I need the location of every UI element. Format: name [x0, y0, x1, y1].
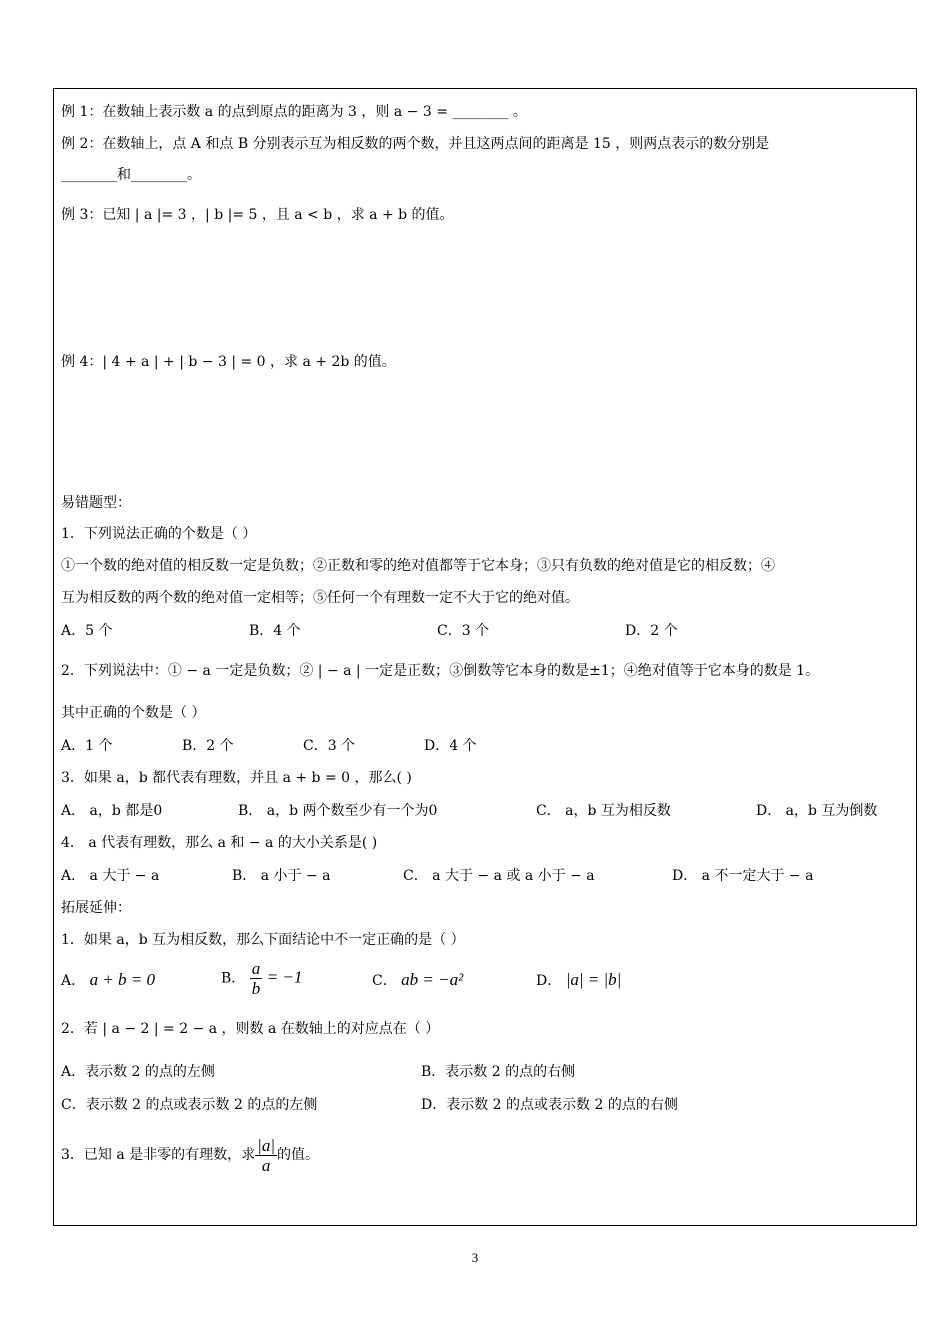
error-q1-option-a: A．5 个: [61, 623, 113, 639]
extension-q3-suffix: 的值。: [277, 1147, 320, 1163]
error-q4-option-d: D． a 不一定大于 − a: [672, 868, 814, 884]
option-expression: = −1: [266, 967, 303, 987]
option-label: C．: [372, 973, 397, 989]
fraction: [250, 959, 263, 998]
extension-q1-option-a: [61, 971, 155, 990]
error-q1-option-b: B．4 个: [249, 623, 301, 639]
extension-q1-option-b: [221, 959, 302, 998]
error-q3-option-d: D． a，b 互为倒数: [756, 803, 878, 819]
error-q4-option-a: A． a 大于 − a: [61, 868, 160, 884]
error-q4-option-b: B． a 小于 − a: [232, 868, 331, 884]
content-frame: [53, 88, 917, 1226]
error-q3-option-b: B． a，b 两个数至少有一个为0: [238, 803, 438, 819]
fraction-denominator: b: [251, 979, 261, 998]
error-q3-option-a: A． a，b 都是0: [61, 803, 163, 819]
option-label: B．: [221, 970, 246, 987]
extension-q2-stem: 2．若 | a − 2 | = 2 − a ，则数 a 在数轴上的对应点在（ ）: [61, 1021, 440, 1037]
option-label: A．: [61, 973, 86, 989]
extension-q1-option-d: [536, 971, 621, 990]
fraction-numerator: a: [251, 959, 261, 978]
error-section-heading: 易错题型：: [61, 495, 131, 511]
error-q4-option-c: C． a 大于 − a 或 a 小于 − a: [403, 868, 595, 884]
error-q1-line-1: ①一个数的绝对值的相反数一定是负数；②正数和零的绝对值都等于它本身；③只有负数的绝对值是它的相反数；④: [61, 558, 775, 574]
example-1: 例 1：在数轴上表示数 a 的点到原点的距离为 3 ，则 a − 3 = ________ 。: [61, 104, 527, 120]
extension-q2-option-a: A．表示数 2 的点的左侧: [61, 1064, 215, 1080]
fraction-denominator: a: [261, 1155, 271, 1175]
error-q1-option-d: D．2 个: [625, 623, 678, 639]
option-label: D．: [536, 973, 562, 989]
option-expression: |a| = |b|: [565, 970, 622, 989]
error-q4-stem: 4． a 代表有理数，那么 a 和 − a 的大小关系是( ): [61, 835, 378, 851]
example-4: 例 4：| 4 + a | + | b − 3 | = 0 ，求 a + 2b 的值。: [61, 354, 396, 370]
example-2-line-2: ________和________。: [61, 167, 201, 183]
error-q2-stem-2: 其中正确的个数是（ ）: [61, 705, 206, 721]
extension-q2-option-c: C．表示数 2 的点或表示数 2 的点的左侧: [61, 1097, 318, 1113]
error-q1-stem: 1．下列说法正确的个数是（ ）: [61, 526, 257, 542]
error-q2-stem: 2．下列说法中：① − a 一定是负数；② | − a | 一定是正数；③倒数等它本身的数是±1；④绝对值等于它本身的数是 1。: [61, 663, 820, 679]
example-3: 例 3：已知 | a |= 3 ，| b |= 5 ，且 a < b ，求 a + b 的值。: [61, 207, 454, 223]
example-2-line-1: 例 2：在数轴上，点 A 和点 B 分别表示互为相反数的两个数，并且这两点间的距离是 15 ，则两点表示的数分别是: [61, 136, 770, 152]
extension-q3-prefix: 3．已知 a 是非零的有理数，求: [61, 1147, 256, 1163]
error-q2-option-c: C．3 个: [303, 738, 356, 754]
error-q1-option-c: C．3 个: [437, 623, 490, 639]
option-expression: ab = −a²: [401, 970, 464, 989]
error-q2-option-b: B．2 个: [182, 738, 234, 754]
fraction-numerator: |a|: [257, 1135, 276, 1155]
extension-q2-option-d: D．表示数 2 的点或表示数 2 的点的右侧: [421, 1097, 678, 1113]
page-number: 3: [471, 1250, 479, 1265]
fraction: [255, 1136, 277, 1175]
error-q3-option-c: C． a，b 互为相反数: [536, 803, 671, 819]
extension-q1-option-c: [372, 971, 463, 990]
error-q2-option-d: D．4 个: [424, 738, 477, 754]
option-expression: a + b = 0: [89, 970, 156, 989]
error-q3-stem: 3．如果 a，b 都代表有理数，并且 a + b = 0 ，那么( ): [61, 770, 412, 786]
extension-q2-option-b: B．表示数 2 的点的右侧: [421, 1064, 576, 1080]
error-q1-line-2: 互为相反数的两个数的绝对值一定相等；⑤任何一个有理数一定不大于它的绝对值。: [61, 590, 579, 606]
extension-q3: [61, 1134, 319, 1176]
extension-q1-stem: 1．如果 a，b 互为相反数，那么下面结论中不一定正确的是（ ）: [61, 932, 465, 948]
extension-section-heading: 拓展延伸：: [61, 900, 131, 916]
error-q2-option-a: A．1 个: [61, 738, 113, 754]
